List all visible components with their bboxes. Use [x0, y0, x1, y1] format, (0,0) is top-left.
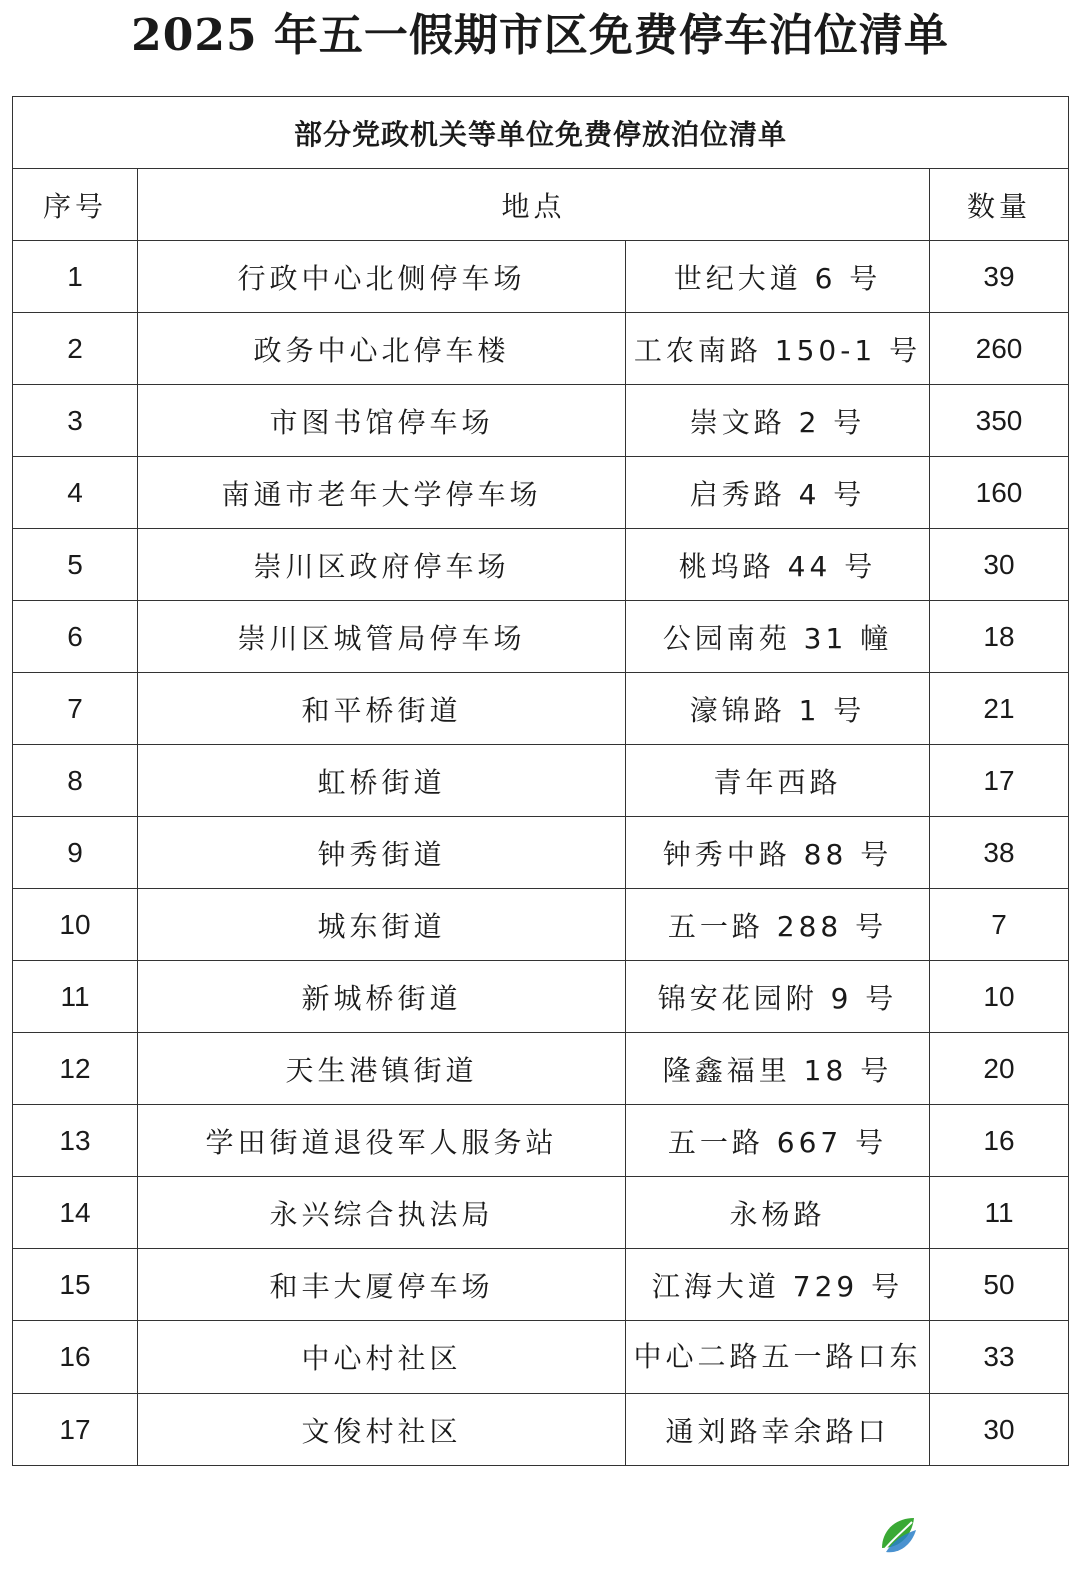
row-address: 五一路 667 号 — [626, 1105, 930, 1177]
row-address: 崇文路 2 号 — [626, 385, 930, 457]
parking-list-table — [12, 96, 1069, 1466]
table-row — [13, 601, 1069, 673]
row-quantity: 350 — [930, 385, 1069, 457]
row-number: 4 — [13, 457, 138, 529]
row-address: 五一路 288 号 — [626, 889, 930, 961]
header-number: 序号 — [13, 169, 138, 241]
row-number: 14 — [13, 1177, 138, 1249]
row-address: 钟秀中路 88 号 — [626, 817, 930, 889]
row-number: 16 — [13, 1321, 138, 1394]
row-name: 永兴综合执法局 — [138, 1177, 626, 1249]
table-row — [13, 241, 1069, 313]
row-quantity: 10 — [930, 961, 1069, 1033]
row-quantity: 260 — [930, 313, 1069, 385]
row-number: 2 — [13, 313, 138, 385]
row-number: 1 — [13, 241, 138, 313]
row-number: 12 — [13, 1033, 138, 1105]
leaf-logo-icon — [872, 1510, 924, 1562]
row-address: 锦安花园附 9 号 — [626, 961, 930, 1033]
table-row — [13, 313, 1069, 385]
row-quantity: 30 — [930, 1394, 1069, 1466]
row-quantity: 160 — [930, 457, 1069, 529]
row-number: 15 — [13, 1249, 138, 1321]
row-number: 8 — [13, 745, 138, 817]
row-quantity: 16 — [930, 1105, 1069, 1177]
table-row — [13, 457, 1069, 529]
table-row — [13, 817, 1069, 889]
row-number: 9 — [13, 817, 138, 889]
row-address: 永杨路 — [626, 1177, 930, 1249]
row-name: 崇川区城管局停车场 — [138, 601, 626, 673]
document-title: 2025 年五一假期市区免费停车泊位清单 — [131, 10, 949, 61]
table-row — [13, 529, 1069, 601]
row-quantity: 7 — [930, 889, 1069, 961]
row-quantity: 17 — [930, 745, 1069, 817]
row-name: 城东街道 — [138, 889, 626, 961]
row-quantity: 38 — [930, 817, 1069, 889]
row-quantity: 30 — [930, 529, 1069, 601]
row-name: 学田街道退役军人服务站 — [138, 1105, 626, 1177]
row-quantity: 39 — [930, 241, 1069, 313]
row-number: 17 — [13, 1394, 138, 1466]
row-name: 和丰大厦停车场 — [138, 1249, 626, 1321]
header-quantity: 数量 — [930, 169, 1069, 241]
table-caption-row — [13, 97, 1069, 169]
row-name: 文俊村社区 — [138, 1394, 626, 1466]
row-quantity: 33 — [930, 1321, 1069, 1394]
row-address: 世纪大道 6 号 — [626, 241, 930, 313]
row-address: 隆鑫福里 18 号 — [626, 1033, 930, 1105]
row-address: 工农南路 150-1 号 — [626, 313, 930, 385]
table-row — [13, 1105, 1069, 1177]
row-number: 7 — [13, 673, 138, 745]
row-name: 市图书馆停车场 — [138, 385, 626, 457]
table-row — [13, 1394, 1069, 1466]
row-number: 10 — [13, 889, 138, 961]
row-address: 中心二路五一路口东 — [626, 1321, 930, 1394]
row-number: 5 — [13, 529, 138, 601]
table-row — [13, 1177, 1069, 1249]
row-address: 江海大道 729 号 — [626, 1249, 930, 1321]
row-name: 虹桥街道 — [138, 745, 626, 817]
table-row — [13, 1321, 1069, 1394]
row-address: 濠锦路 1 号 — [626, 673, 930, 745]
row-number: 13 — [13, 1105, 138, 1177]
table-row — [13, 1033, 1069, 1105]
row-name: 行政中心北侧停车场 — [138, 241, 626, 313]
row-address: 青年西路 — [626, 745, 930, 817]
row-quantity: 11 — [930, 1177, 1069, 1249]
table-row — [13, 961, 1069, 1033]
row-quantity: 50 — [930, 1249, 1069, 1321]
row-quantity: 21 — [930, 673, 1069, 745]
row-address: 启秀路 4 号 — [626, 457, 930, 529]
row-name: 新城桥街道 — [138, 961, 626, 1033]
table-row — [13, 673, 1069, 745]
row-number: 11 — [13, 961, 138, 1033]
row-address: 通刘路幸余路口 — [626, 1394, 930, 1466]
table-header-row — [13, 169, 1069, 241]
table-row — [13, 1249, 1069, 1321]
table-caption: 部分党政机关等单位免费停放泊位清单 — [13, 97, 1069, 169]
row-name: 政务中心北停车楼 — [138, 313, 626, 385]
row-name: 和平桥街道 — [138, 673, 626, 745]
header-location: 地点 — [138, 169, 930, 241]
row-name: 钟秀街道 — [138, 817, 626, 889]
row-quantity: 20 — [930, 1033, 1069, 1105]
row-name: 天生港镇街道 — [138, 1033, 626, 1105]
table-row — [13, 889, 1069, 961]
table-row — [13, 745, 1069, 817]
row-number: 6 — [13, 601, 138, 673]
row-name: 中心村社区 — [138, 1321, 626, 1394]
row-name: 南通市老年大学停车场 — [138, 457, 626, 529]
row-address: 桃坞路 44 号 — [626, 529, 930, 601]
row-number: 3 — [13, 385, 138, 457]
row-name: 崇川区政府停车场 — [138, 529, 626, 601]
table-row — [13, 385, 1069, 457]
row-quantity: 18 — [930, 601, 1069, 673]
row-address: 公园南苑 31 幢 — [626, 601, 930, 673]
